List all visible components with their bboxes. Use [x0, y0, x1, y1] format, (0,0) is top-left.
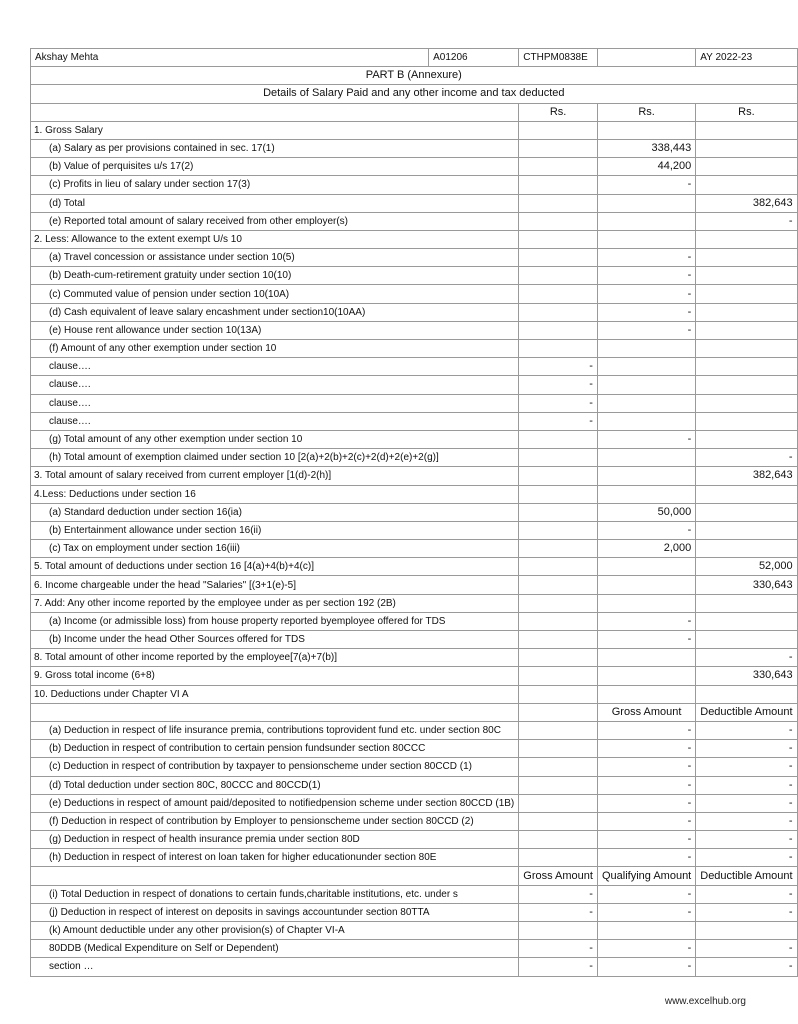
row-amount-col-3	[696, 267, 797, 285]
table-row	[31, 139, 798, 157]
row-amount-col-2: 338,443	[597, 139, 695, 157]
row-amount-col-2	[597, 376, 695, 394]
row-amount-col-3: -	[696, 958, 797, 976]
row-amount-col-3	[696, 158, 797, 176]
pan-number: CTHPM0838E	[519, 49, 598, 67]
table-row	[31, 794, 798, 812]
row-amount-col-3: -	[696, 721, 797, 739]
currency-col-1: Rs.	[519, 103, 598, 121]
row-description: (d) Total	[31, 194, 519, 212]
row-description: (a) Salary as per provisions contained in sec. 17(1)	[31, 139, 519, 157]
row-amount-col-2: -	[597, 521, 695, 539]
row-description: (c) Deduction in respect of contribution by taxpayer to pensionscheme under section 80CCD (1)	[31, 758, 519, 776]
row-amount-col-2	[597, 467, 695, 485]
row-description: (j) Deduction in respect of interest on deposits in savings accountunder section 80TTA	[31, 903, 519, 921]
row-amount-col-3	[696, 358, 797, 376]
row-amount-col-2: -	[597, 285, 695, 303]
row-amount-col-3: 52,000	[696, 558, 797, 576]
row-amount-col-1: -	[519, 903, 598, 921]
row-description: (k) Amount deductible under any other provision(s) of Chapter VI-A	[31, 922, 519, 940]
row-amount-col-3	[696, 176, 797, 194]
row-amount-col-1: -	[519, 940, 598, 958]
row-description: 3. Total amount of salary received from current employer [1(d)-2(h)]	[31, 467, 519, 485]
row-description: 2. Less: Allowance to the extent exempt U/s 10	[31, 230, 519, 248]
row-amount-col-3: -	[696, 940, 797, 958]
row-description: (c) Commuted value of pension under section 10(10A)	[31, 285, 519, 303]
row-amount-col-3	[696, 394, 797, 412]
row-amount-col-1	[519, 831, 598, 849]
table-row	[31, 758, 798, 776]
row-description: (i) Total Deduction in respect of donations to certain funds,charitable institutions, etc. under s	[31, 885, 519, 903]
row-description: 5. Total amount of deductions under section 16 [4(a)+4(b)+4(c)]	[31, 558, 519, 576]
assessment-year: AY 2022-23	[696, 49, 797, 67]
row-description: (f) Deduction in respect of contribution by Employer to pensionscheme under section 80CCD (2)	[31, 812, 519, 830]
row-amount-col-1: -	[519, 885, 598, 903]
row-amount-col-3	[696, 521, 797, 539]
table-row	[31, 412, 798, 430]
table-row	[31, 376, 798, 394]
row-amount-col-2	[597, 212, 695, 230]
row-amount-col-3	[696, 230, 797, 248]
table-row	[31, 230, 798, 248]
row-amount-col-2: -	[597, 885, 695, 903]
column-header-row	[31, 703, 798, 721]
row-description: (c) Profits in lieu of salary under section 17(3)	[31, 176, 519, 194]
row-amount-col-3: -	[696, 794, 797, 812]
row-amount-col-2: 2,000	[597, 540, 695, 558]
row-amount-col-3	[696, 285, 797, 303]
table-row	[31, 249, 798, 267]
row-amount-col-1	[519, 558, 598, 576]
table-row	[31, 158, 798, 176]
table-row	[31, 540, 798, 558]
row-description: (b) Entertainment allowance under section 16(ii)	[31, 521, 519, 539]
row-amount-col-3: -	[696, 212, 797, 230]
row-amount-col-1	[519, 485, 598, 503]
row-amount-col-2	[597, 340, 695, 358]
row-amount-col-1	[519, 740, 598, 758]
row-description: (b) Deduction in respect of contribution to certain pension fundsunder section 80CCC	[31, 740, 519, 758]
row-amount-col-1: -	[519, 358, 598, 376]
row-amount-col-3	[696, 485, 797, 503]
row-description	[31, 867, 519, 885]
table-row	[31, 467, 798, 485]
table-row	[31, 776, 798, 794]
row-amount-col-1	[519, 285, 598, 303]
row-amount-col-2: -	[597, 794, 695, 812]
table-row	[31, 594, 798, 612]
row-description: (c) Tax on employment under section 16(iii)	[31, 540, 519, 558]
row-amount-col-3	[696, 922, 797, 940]
row-amount-col-2: -	[597, 958, 695, 976]
row-amount-col-1	[519, 849, 598, 867]
table-row	[31, 430, 798, 448]
row-description: (a) Deduction in respect of life insurance premia, contributions toprovident fund etc. under section 80C	[31, 721, 519, 739]
salary-annexure-table	[30, 48, 798, 977]
row-amount-col-3: -	[696, 831, 797, 849]
table-row	[31, 358, 798, 376]
header-row	[31, 49, 798, 67]
row-description: (a) Travel concession or assistance under section 10(5)	[31, 249, 519, 267]
row-amount-col-2	[597, 685, 695, 703]
row-amount-col-2: -	[597, 631, 695, 649]
row-amount-col-2: -	[597, 903, 695, 921]
row-amount-col-2: -	[597, 776, 695, 794]
row-amount-col-2	[597, 230, 695, 248]
row-amount-col-1: Gross Amount	[519, 867, 598, 885]
row-amount-col-1	[519, 594, 598, 612]
row-amount-col-1	[519, 576, 598, 594]
table-row	[31, 940, 798, 958]
row-amount-col-2: -	[597, 176, 695, 194]
row-amount-col-2	[597, 576, 695, 594]
row-amount-col-3: -	[696, 776, 797, 794]
row-amount-col-3	[696, 503, 797, 521]
footer-website: www.excelhub.org	[664, 996, 746, 1007]
row-amount-col-3: -	[696, 449, 797, 467]
row-amount-col-1: -	[519, 958, 598, 976]
table-row	[31, 121, 798, 139]
row-amount-col-3: Deductible Amount	[696, 867, 797, 885]
row-description: (e) House rent allowance under section 10(13A)	[31, 321, 519, 339]
column-header-row	[31, 867, 798, 885]
row-amount-col-3	[696, 121, 797, 139]
row-amount-col-2: -	[597, 430, 695, 448]
row-amount-col-1	[519, 121, 598, 139]
row-amount-col-2	[597, 594, 695, 612]
row-description: (e) Deductions in respect of amount paid/deposited to notifiedpension scheme under section 80CCD (1B)	[31, 794, 519, 812]
row-amount-col-1	[519, 721, 598, 739]
row-amount-col-2	[597, 667, 695, 685]
currency-col-2: Rs.	[597, 103, 695, 121]
table-row	[31, 812, 798, 830]
row-amount-col-2	[597, 394, 695, 412]
row-amount-col-1	[519, 667, 598, 685]
table-row	[31, 558, 798, 576]
row-description: 1. Gross Salary	[31, 121, 519, 139]
row-amount-col-2: -	[597, 321, 695, 339]
row-description: (a) Income (or admissible loss) from house property reported byemployee offered for TDS	[31, 612, 519, 630]
row-amount-col-2	[597, 358, 695, 376]
row-description: section …	[31, 958, 519, 976]
row-amount-col-3: -	[696, 849, 797, 867]
row-amount-col-2: 50,000	[597, 503, 695, 521]
row-amount-col-1	[519, 176, 598, 194]
row-amount-col-2	[597, 649, 695, 667]
table-row	[31, 176, 798, 194]
row-amount-col-2: -	[597, 249, 695, 267]
row-amount-col-3	[696, 685, 797, 703]
row-amount-col-3: Deductible Amount	[696, 703, 797, 721]
table-row	[31, 285, 798, 303]
row-amount-col-3: -	[696, 812, 797, 830]
row-amount-col-2: -	[597, 721, 695, 739]
row-amount-col-1	[519, 922, 598, 940]
row-amount-col-2: -	[597, 758, 695, 776]
table-row	[31, 303, 798, 321]
table-row	[31, 521, 798, 539]
row-amount-col-3: -	[696, 903, 797, 921]
table-row	[31, 212, 798, 230]
row-amount-col-2: -	[597, 740, 695, 758]
row-amount-col-2	[597, 922, 695, 940]
row-description: (g) Total amount of any other exemption under section 10	[31, 430, 519, 448]
row-amount-col-2: -	[597, 812, 695, 830]
row-description: (a) Standard deduction under section 16(ia)	[31, 503, 519, 521]
row-description: 4.Less: Deductions under section 16	[31, 485, 519, 503]
table-row	[31, 631, 798, 649]
row-description: (b) Value of perquisites u/s 17(2)	[31, 158, 519, 176]
row-description: 8. Total amount of other income reported by the employee[7(a)+7(b)]	[31, 649, 519, 667]
row-description: 6. Income chargeable under the head "Salaries" [(3+1(e)-5]	[31, 576, 519, 594]
row-amount-col-2: -	[597, 303, 695, 321]
table-row	[31, 667, 798, 685]
row-amount-col-1	[519, 430, 598, 448]
part-title: PART B (Annexure)	[31, 67, 798, 85]
row-description: clause….	[31, 394, 519, 412]
currency-blank	[31, 103, 519, 121]
row-amount-col-3: -	[696, 885, 797, 903]
row-amount-col-3: 330,643	[696, 576, 797, 594]
row-amount-col-1	[519, 612, 598, 630]
part-row	[31, 67, 798, 85]
row-description: (f) Amount of any other exemption under section 10	[31, 340, 519, 358]
row-amount-col-3	[696, 594, 797, 612]
row-amount-col-1	[519, 703, 598, 721]
table-row	[31, 485, 798, 503]
table-row	[31, 903, 798, 921]
row-amount-col-1	[519, 467, 598, 485]
table-row	[31, 885, 798, 903]
row-amount-col-2	[597, 121, 695, 139]
row-amount-col-2	[597, 485, 695, 503]
title-row	[31, 85, 798, 103]
row-amount-col-1	[519, 303, 598, 321]
table-row	[31, 394, 798, 412]
row-amount-col-3	[696, 430, 797, 448]
table-row	[31, 721, 798, 739]
row-amount-col-3: 382,643	[696, 194, 797, 212]
row-amount-col-2: -	[597, 831, 695, 849]
row-amount-col-3: -	[696, 649, 797, 667]
row-amount-col-1	[519, 194, 598, 212]
row-amount-col-1	[519, 631, 598, 649]
row-amount-col-1	[519, 649, 598, 667]
row-amount-col-2: -	[597, 267, 695, 285]
row-amount-col-1	[519, 540, 598, 558]
row-amount-col-1	[519, 321, 598, 339]
row-description: 9. Gross total income (6+8)	[31, 667, 519, 685]
row-amount-col-3: -	[696, 758, 797, 776]
row-amount-col-1	[519, 267, 598, 285]
row-amount-col-3	[696, 631, 797, 649]
row-amount-col-2: Gross Amount	[597, 703, 695, 721]
row-amount-col-2: 44,200	[597, 158, 695, 176]
table-row	[31, 849, 798, 867]
currency-col-3: Rs.	[696, 103, 797, 121]
row-description: (b) Death-cum-retirement gratuity under section 10(10)	[31, 267, 519, 285]
row-amount-col-1	[519, 685, 598, 703]
row-amount-col-1	[519, 758, 598, 776]
row-description: (d) Total deduction under section 80C, 80CCC and 80CCD(1)	[31, 776, 519, 794]
table-row	[31, 649, 798, 667]
row-amount-col-2	[597, 194, 695, 212]
row-amount-col-1: -	[519, 394, 598, 412]
row-amount-col-1	[519, 340, 598, 358]
row-amount-col-1	[519, 776, 598, 794]
row-description: 7. Add: Any other income reported by the employee under as per section 192 (2B)	[31, 594, 519, 612]
row-description: (h) Deduction in respect of interest on loan taken for higher educationunder section 80E	[31, 849, 519, 867]
row-description: (h) Total amount of exemption claimed under section 10 [2(a)+2(b)+2(c)+2(d)+2(e)+2(g)]	[31, 449, 519, 467]
row-amount-col-3	[696, 321, 797, 339]
row-amount-col-1	[519, 449, 598, 467]
table-row	[31, 321, 798, 339]
employee-code: A01206	[429, 49, 519, 67]
row-amount-col-1	[519, 158, 598, 176]
row-amount-col-3	[696, 139, 797, 157]
row-amount-col-3	[696, 412, 797, 430]
row-amount-col-1	[519, 812, 598, 830]
row-description	[31, 703, 519, 721]
row-amount-col-3: -	[696, 740, 797, 758]
row-amount-col-2	[597, 449, 695, 467]
row-amount-col-1	[519, 794, 598, 812]
row-amount-col-1: -	[519, 376, 598, 394]
document-title: Details of Salary Paid and any other income and tax deducted	[31, 85, 798, 103]
row-amount-col-3	[696, 376, 797, 394]
row-description: (g) Deduction in respect of health insurance premia under section 80D	[31, 831, 519, 849]
row-description: 80DDB (Medical Expenditure on Self or Dependent)	[31, 940, 519, 958]
row-amount-col-3	[696, 303, 797, 321]
row-amount-col-1	[519, 212, 598, 230]
row-amount-col-3	[696, 340, 797, 358]
row-amount-col-1	[519, 139, 598, 157]
row-amount-col-2	[597, 558, 695, 576]
row-amount-col-2: Qualifying Amount	[597, 867, 695, 885]
table-row	[31, 831, 798, 849]
table-row	[31, 740, 798, 758]
row-description: 10. Deductions under Chapter VI A	[31, 685, 519, 703]
table-row	[31, 340, 798, 358]
row-amount-col-3	[696, 612, 797, 630]
row-amount-col-3	[696, 540, 797, 558]
table-row	[31, 958, 798, 976]
row-description: clause….	[31, 358, 519, 376]
row-amount-col-3: 382,643	[696, 467, 797, 485]
row-amount-col-2: -	[597, 612, 695, 630]
row-amount-col-1: -	[519, 412, 598, 430]
row-amount-col-2: -	[597, 940, 695, 958]
table-row	[31, 503, 798, 521]
table-row	[31, 194, 798, 212]
row-amount-col-1	[519, 521, 598, 539]
currency-row	[31, 103, 798, 121]
row-amount-col-2	[597, 412, 695, 430]
row-description: (b) Income under the head Other Sources offered for TDS	[31, 631, 519, 649]
row-amount-col-1	[519, 230, 598, 248]
row-amount-col-1	[519, 249, 598, 267]
table-row	[31, 267, 798, 285]
table-row	[31, 449, 798, 467]
employee-name: Akshay Mehta	[31, 49, 429, 67]
row-description: clause….	[31, 412, 519, 430]
row-amount-col-3	[696, 249, 797, 267]
row-description: (d) Cash equivalent of leave salary encashment under section10(10AA)	[31, 303, 519, 321]
blank-cell	[597, 49, 695, 67]
table-row	[31, 685, 798, 703]
row-amount-col-3: 330,643	[696, 667, 797, 685]
table-row	[31, 576, 798, 594]
row-amount-col-2: -	[597, 849, 695, 867]
table-row	[31, 922, 798, 940]
table-row	[31, 612, 798, 630]
row-description: (e) Reported total amount of salary received from other employer(s)	[31, 212, 519, 230]
row-description: clause….	[31, 376, 519, 394]
row-amount-col-1	[519, 503, 598, 521]
